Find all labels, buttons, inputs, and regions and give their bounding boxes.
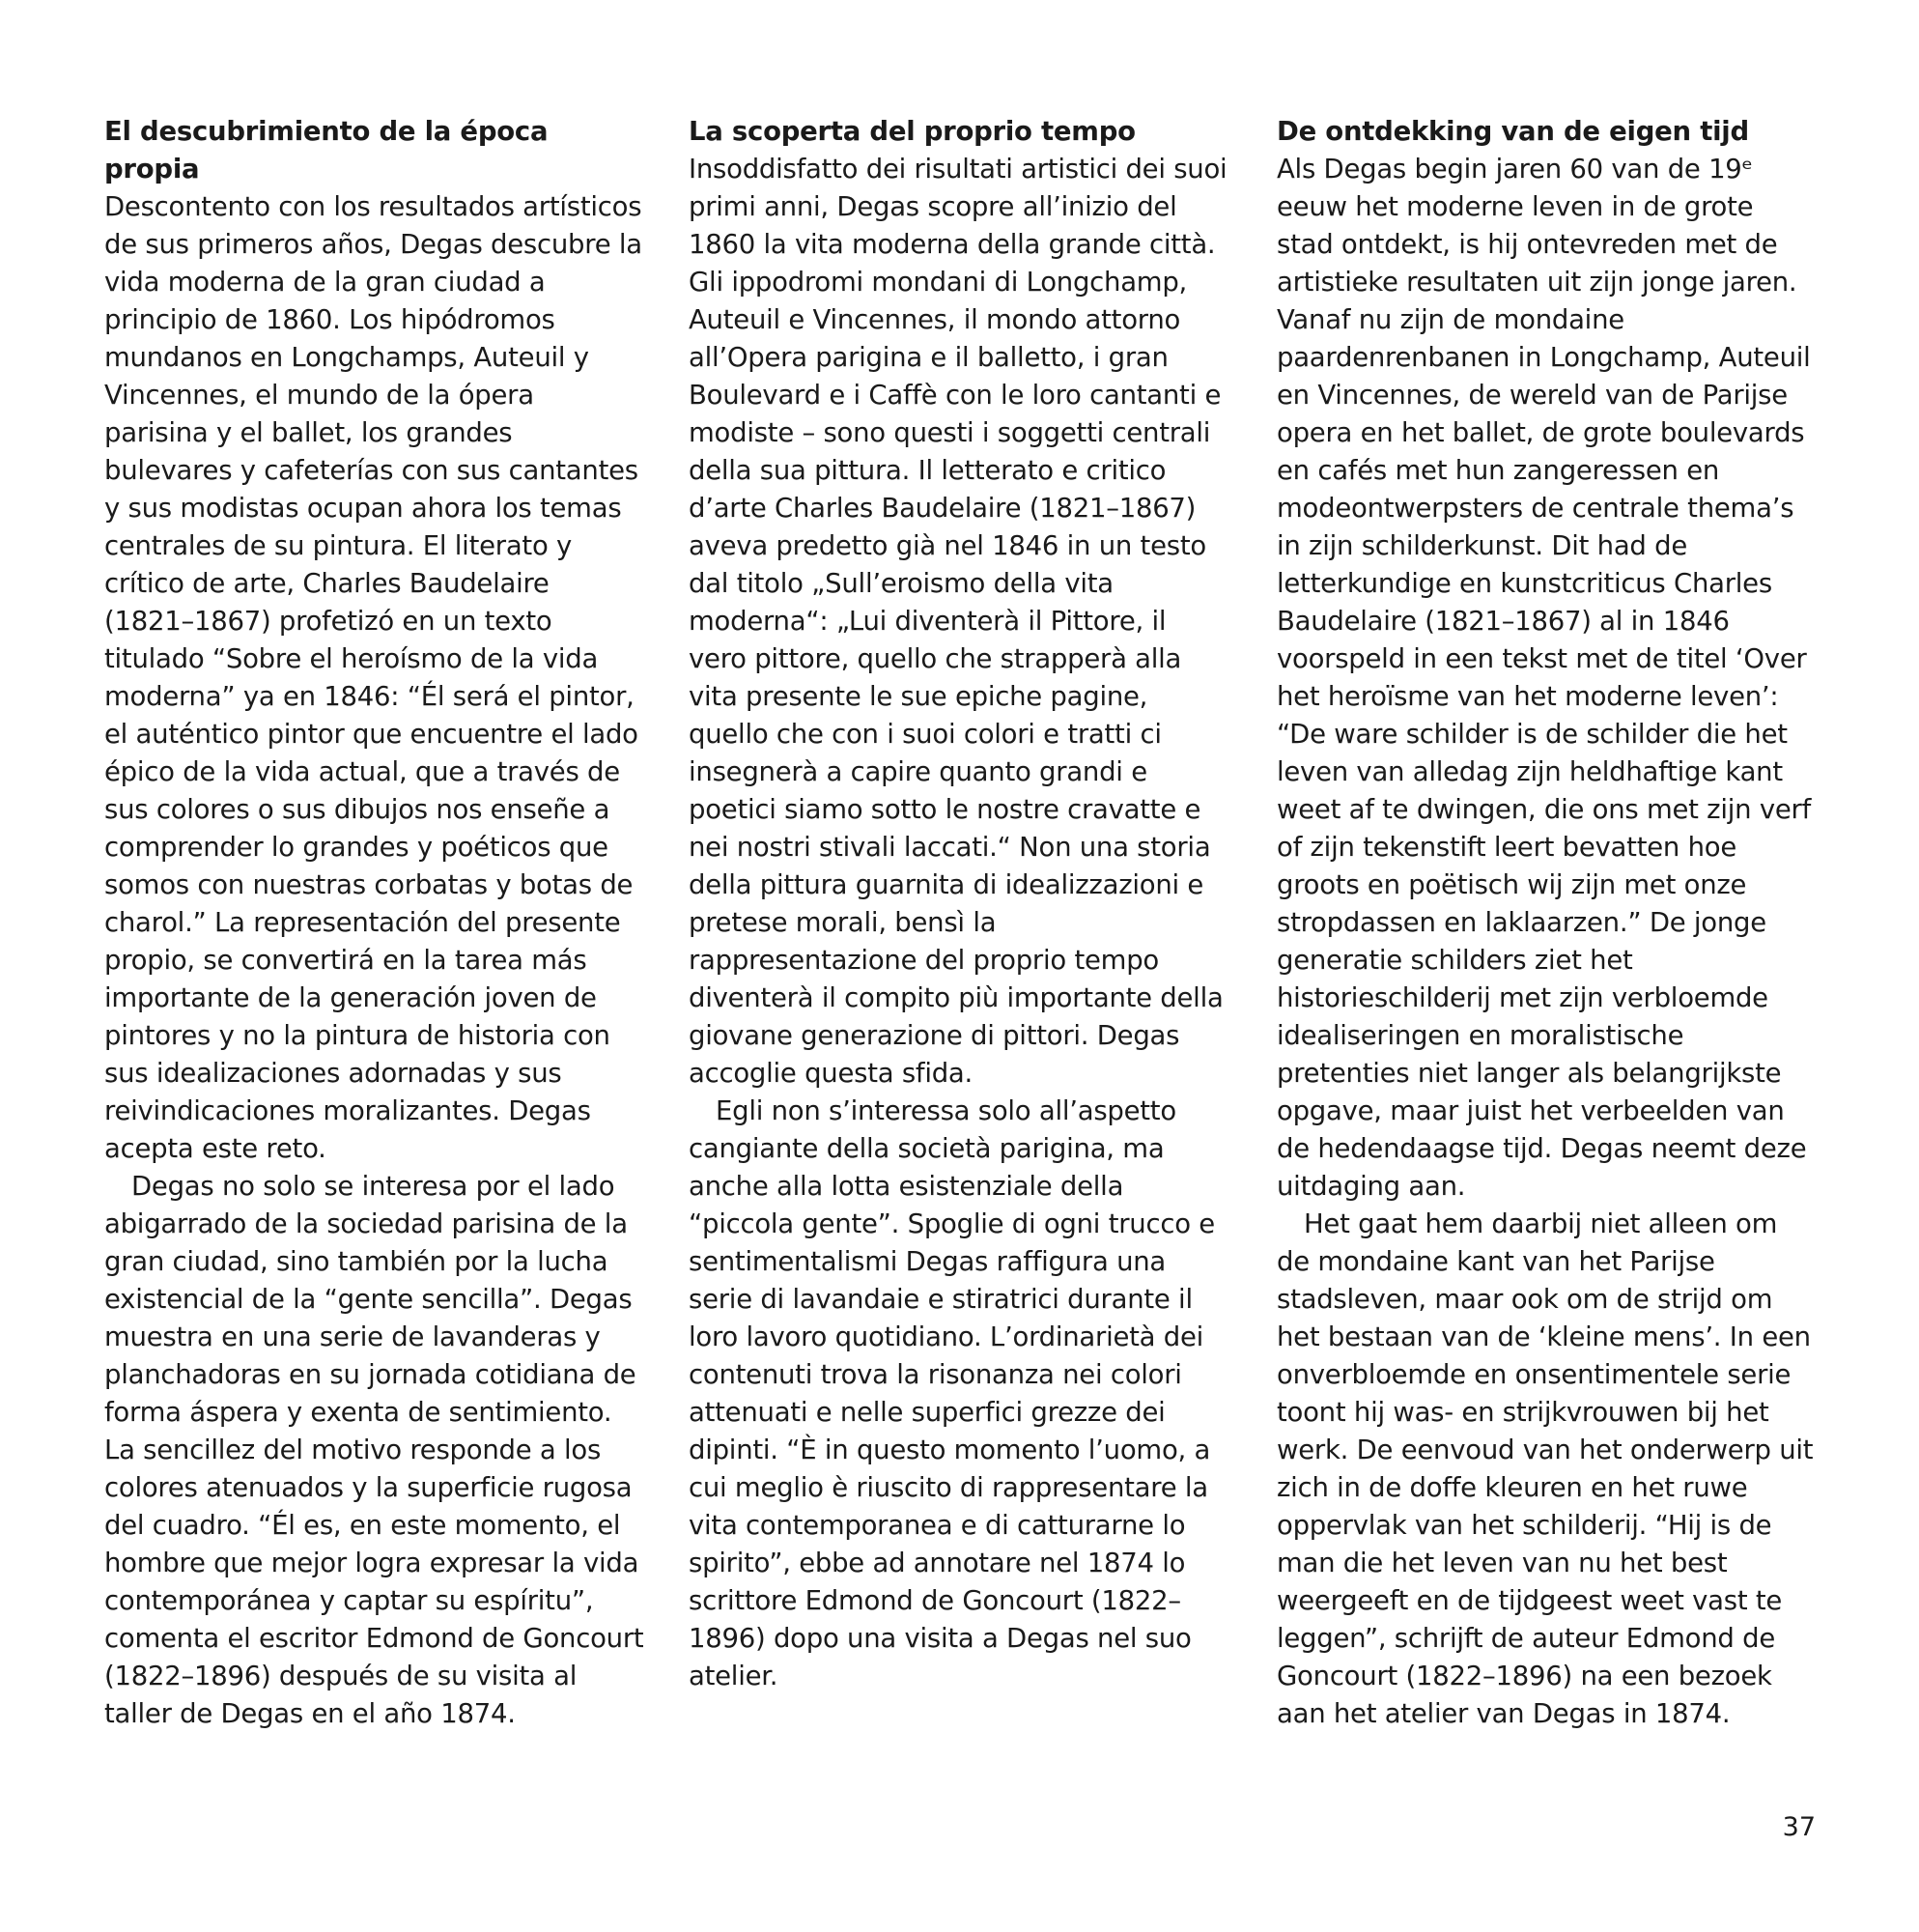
heading-italian: La scoperta del proprio tempo bbox=[689, 116, 1136, 147]
column-spanish bbox=[104, 113, 645, 1733]
paragraph-dutch-1: Als Degas begin jaren 60 van de 19ᵉ eeuw het moderne leven in de grote stad ontdekt, is hij ontevreden met de artistieke resultaten uit zijn jonge jaren. Vanaf nu zijn de mondaine paardenrenbanen in Longchamp, Auteuil en Vincennes, de wereld van de Parijse opera en het ballet, de grote boulevards en cafés met hun zangeressen en modeontwerpsters de centrale thema’s in zijn schilderkunst. Dit had de letterkundige en kunstcriticus Charles Baudelaire (1821–1867) al in 1846 voorspeld in een tekst met de titel ‘Over het heroïsme van het moderne leven’: “De ware schilder is de schilder die het leven van alledag zijn heldhaftige kant weet af te dwingen, die ons met zijn verf of zijn tekenstift leert bevatten hoe groots en poëtisch wij zijn met onze stropdassen en laklaarzen.” De jonge generatie schilders ziet het historieschilderij met zijn verbloemde idealiseringen en moralistische pretenties niet langer als belangrijkste opgave, maar juist het verbeelden van de hedendaagse tijd. Degas neemt deze uitdaging aan. bbox=[1277, 154, 1812, 1202]
page-number: 37 bbox=[1782, 1812, 1816, 1842]
paragraph-italian-2: Egli non s’interessa solo all’aspetto cangiante della società parigina, ma anche alla lotta esistenziale della “piccola gente”. Spoglie di ogni trucco e sentimentalismi Degas raffigura una serie di lavandaie e stiratrici durante il loro lavoro quotidiano. L’ordinarietà dei contenuti trova la risonanza nei colori attenuati e nelle superfici grezze dei dipinti. “È in questo momento l’uomo, a cui meglio è riuscito di rappresentare la vita contemporanea e di catturarne lo spirito”, ebbe ad annotare nel 1874 lo scrittore Edmond de Goncourt (1822–1896) dopo una visita a Degas nel suo atelier. bbox=[689, 1095, 1215, 1691]
column-italian bbox=[689, 113, 1229, 1695]
heading-spanish: El descubrimiento de la época propia bbox=[104, 116, 549, 185]
paragraph-dutch-2: Het gaat hem daarbij niet alleen om de mondaine kant van het Parijse stadsleven, maar ook om de strijd om het bestaan van de ‘kleine mens’. In een onverbloemde en onsentimentele serie toont hij was- en strijkvrouwen bij het werk. De eenvoud van het onderwerp uit zich in de doffe kleuren en het ruwe oppervlak van het schilderij. “Hij is de man die het leven van nu het best weergeeft en de tijdgeest weet vast te leggen”, schrijft de auteur Edmond de Goncourt (1822–1896) na een bezoek aan het atelier van Degas in 1874. bbox=[1277, 1208, 1814, 1729]
paragraph-italian-1: Insoddisfatto dei risultati artistici dei suoi primi anni, Degas scopre all’inizio del 1860 la vita moderna della grande città. Gli ippodromi mondani di Longchamp, Auteuil e Vincennes, il mondo attorno all’Opera parigina e il balletto, i gran Boulevard e i Caffè con le loro cantanti e modiste – sono questi i soggetti centrali della sua pittura. Il letterato e critico d’arte Charles Baudelaire (1821–1867) aveva predetto già nel 1846 in un testo dal titolo „Sull’eroismo della vita moderna“: „Lui diventerà il Pittore, il vero pittore, quello che strapperà alla vita presente le sue epiche pagine, quello che con i suoi colori e tratti ci insegnerà a capire quanto grandi e poetici siamo sotto le nostre cravatte e nei nostri stivali laccati.“ Non una storia della pittura guarnita di idealizzazioni e pretese morali, bensì la rappresentazione del proprio tempo diventerà il compito più importante della giovane generazione di pittori. Degas accoglie questa sfida. bbox=[689, 154, 1228, 1089]
column-dutch bbox=[1277, 113, 1818, 1733]
paragraph-spanish-1: Descontento con los resultados artísticos de sus primeros años, Degas descubre la vida moderna de la gran ciudad a principio de 1860. Los hipódromos mundanos en Longchamps, Auteuil y Vincennes, el mundo de la ópera parisina y el ballet, los grandes bulevares y cafeterías con sus cantantes y sus modistas ocupan ahora los temas centrales de su pintura. El literato y crítico de arte, Charles Baudelaire (1821–1867) profetizó en un texto titulado “Sobre el heroísmo de la vida moderna” ya en 1846: “Él será el pintor, el auténtico pintor que encuentre el lado épico de la vida actual, que a través de sus colores o sus dibujos nos enseñe a comprender lo grandes y poéticos que somos con nuestras corbatas y botas de charol.” La representación del presente propio, se convertirá en la tarea más importante de la generación joven de pintores y no la pintura de historia con sus idealizaciones adornadas y sus reivindicaciones moralizantes. Degas acepta este reto. bbox=[104, 191, 642, 1164]
paragraph-spanish-2: Degas no solo se interesa por el lado abigarrado de la sociedad parisina de la gran ciudad, sino también por la lucha existencial de la “gente sencilla”. Degas muestra en una serie de lavanderas y planchadoras en su jornada cotidiana de forma áspera y exenta de sentimiento. La sencillez del motivo responde a los colores atenuados y la superficie rugosa del cuadro. “Él es, en este momento, el hombre que mejor logra expresar la vida contemporánea y captar su espíritu”, comenta el escritor Edmond de Goncourt (1822–1896) después de su visita al taller de Degas en el año 1874. bbox=[104, 1171, 644, 1729]
heading-dutch: De ontdekking van de eigen tijd bbox=[1277, 116, 1749, 147]
